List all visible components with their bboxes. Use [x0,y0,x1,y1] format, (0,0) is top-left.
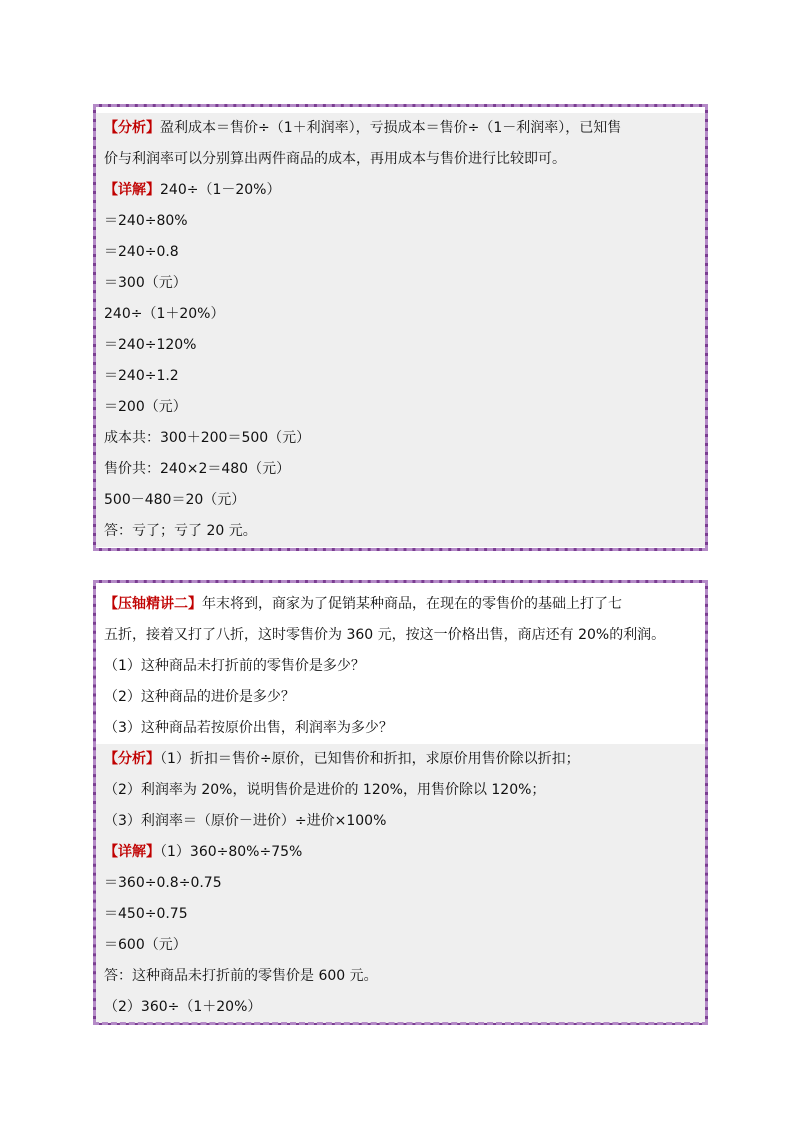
calc-line: 240÷（1＋20%） [96,299,705,330]
answer-line: 答：亏了；亏了 20 元。 [96,516,705,547]
calc-line: 500－480＝20（元） [96,485,705,516]
detail-tag: 【详解】 [104,844,160,860]
calc-line: ＝240÷1.2 [96,361,705,392]
question-2: （2）这种商品的进价是多少？ [104,689,295,705]
problem-text-1: 年末将到，商家为了促销某种商品，在现在的零售价的基础上打了七 [202,596,622,612]
calc-line: ＝240÷80% [96,206,705,237]
calc-line: ＝200（元） [96,392,705,423]
problem-line-1 [104,589,697,620]
analysis-line-3: （3）利润率＝（原价－进价）÷进价×100% [96,806,705,837]
calc-line: ＝450÷0.75 [96,899,705,930]
calc-line: 成本共：300＋200＝500（元） [96,423,705,454]
answer-line: 答：这种商品未打折前的零售价是 600 元。 [96,961,705,992]
analysis-line-2: 价与利润率可以分别算出两件商品的成本，再用成本与售价进行比较即可。 [96,144,705,175]
analysis-tag: 【分析】 [104,120,160,136]
calc-line: ＝360÷0.8÷0.75 [96,868,705,899]
problem-box-2 [93,580,708,1025]
calc-line: （2）360÷（1＋20%） [96,992,705,1023]
calc-line: ＝240÷0.8 [96,237,705,268]
analysis-line-2: （2）利润率为 20%，说明售价是进价的 120%，用售价除以 120%； [96,775,705,806]
analysis-tag: 【分析】 [104,751,160,767]
detail-text-1: 240÷（1－20%） [160,182,281,198]
analysis-line-1 [96,113,705,144]
problem-line-2: 五折，接着又打了八折，这时零售价为 360 元，按这一价格出售，商店还有 20%的利润。 [104,627,666,643]
calc-line: 售价共：240×2＝480（元） [96,454,705,485]
problem-tag: 【压轴精讲二】 [104,596,202,612]
calc-line: ＝240÷120% [96,330,705,361]
calc-line: ＝600（元） [96,930,705,961]
analysis-line-1 [96,744,705,775]
detail-line-1 [96,837,705,868]
detail-line-1 [96,175,705,206]
detail-text-1: （1）360÷80%÷75% [160,844,303,860]
solution-box-1 [93,104,708,551]
calc-line: ＝300（元） [96,268,705,299]
question-1: （1）这种商品未打折前的零售价是多少？ [104,658,365,674]
question-3: （3）这种商品若按原价出售，利润率为多少？ [104,720,393,736]
analysis-text-1: 盈利成本＝售价÷（1＋利润率），亏损成本＝售价÷（1－利润率），已知售 [160,120,622,136]
detail-tag: 【详解】 [104,182,160,198]
analysis-text-1: （1）折扣＝售价÷原价，已知售价和折扣，求原价用售价除以折扣； [160,751,580,767]
